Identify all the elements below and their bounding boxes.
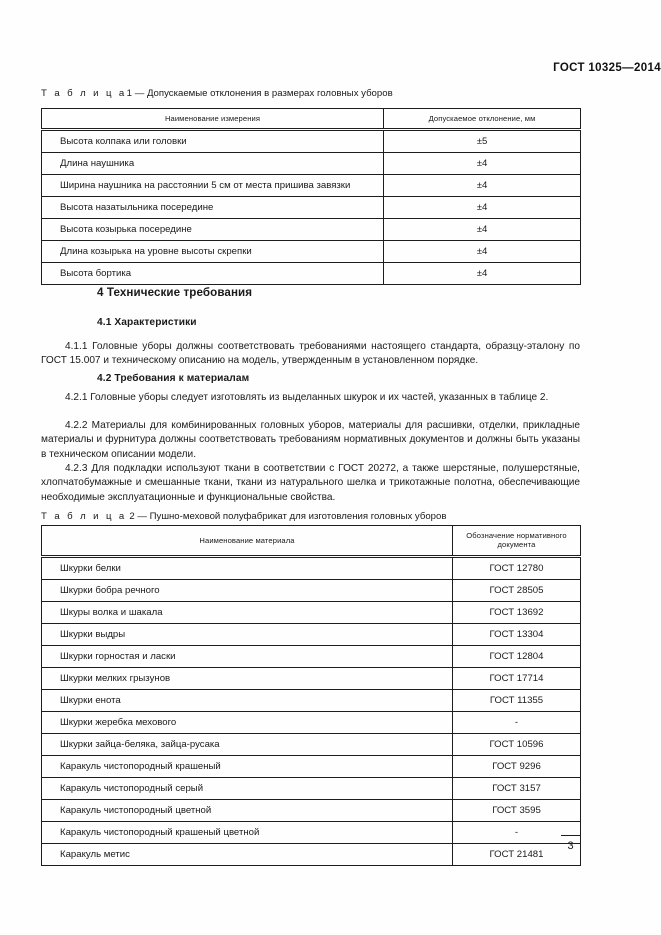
table-2-row-name: Шкурки бобра речного — [42, 579, 453, 601]
table-2-caption — [41, 511, 446, 522]
table-2-row — [42, 645, 581, 667]
table-1-row — [42, 175, 581, 197]
table-1-row-name: Высота бортика — [42, 263, 384, 285]
table-2-row-name: Каракуль чистопородный крашеный цветной — [42, 821, 453, 843]
table-1-col-header-deviation: Допускаемое отклонение, мм — [384, 109, 581, 130]
table-1-header-row — [42, 109, 581, 130]
table-2-row-value: ГОСТ 21481 — [453, 843, 581, 865]
table-2-row-name: Шкурки енота — [42, 689, 453, 711]
table-2-row-value: ГОСТ 12780 — [453, 556, 581, 579]
table-2-row-name: Каракуль чистопородный крашеный — [42, 755, 453, 777]
table-2-row — [42, 821, 581, 843]
paragraph-4-1-1: 4.1.1 Головные уборы должны соответствовать требованиями настоящего стандарта, образцу-эталону по ГОСТ 15.007 и техническому описанию на модель, утвержденным в установленном порядке. — [41, 341, 580, 367]
table-1-row-value: ±4 — [384, 175, 581, 197]
table-1-row — [42, 263, 581, 285]
paragraph-4-2-3: 4.2.3 Для подкладки используют ткани в соответствии с ГОСТ 20272, а также шерстяные, полушерстяные, хлопчатобумажные и смешанные ткани, ткани из натурального шелка и трикотажные полотна, обеспечивающие необходимые эксплуатационные и функциональные свойства. — [41, 463, 580, 503]
table-1-row-value: ±4 — [384, 197, 581, 219]
table-2-row-value: ГОСТ 3595 — [453, 799, 581, 821]
table-2-row-name: Шкуры волка и шакала — [42, 601, 453, 623]
section-4-1-heading: 4.1 Характеристики — [97, 317, 197, 328]
table-2-row — [42, 601, 581, 623]
table-2-row — [42, 667, 581, 689]
table-1-row-value: ±5 — [384, 130, 581, 153]
table-2-row — [42, 777, 581, 799]
table-2-row-value: ГОСТ 13304 — [453, 623, 581, 645]
table-2-row-value: ГОСТ 3157 — [453, 777, 581, 799]
table-2-row-name: Шкурки горностая и ласки — [42, 645, 453, 667]
table-1-row — [42, 130, 581, 153]
footer-rule — [561, 835, 580, 836]
table-1-row-value: ±4 — [384, 263, 581, 285]
table-2-caption-label: Т а б л и ц а — [41, 511, 127, 522]
table-2-row-value: ГОСТ 11355 — [453, 689, 581, 711]
table-2-row — [42, 689, 581, 711]
table-2-caption-number: 2 — [129, 511, 135, 522]
table-1-row — [42, 153, 581, 175]
table-1-row — [42, 241, 581, 263]
table-1-row-name: Высота колпака или головки — [42, 130, 384, 153]
table-2-row-value: ГОСТ 12804 — [453, 645, 581, 667]
table-1-caption-number: 1 — [126, 88, 133, 99]
table-1-row — [42, 219, 581, 241]
table-1-caption-dash: — — [134, 88, 145, 99]
table-2-row — [42, 623, 581, 645]
table-2-row-name: Каракуль метис — [42, 843, 453, 865]
table-2-col-header-document: Обозначение нормативного документа — [453, 526, 581, 557]
table-1-caption — [41, 88, 393, 99]
table-2-row — [42, 733, 581, 755]
table-2-caption-dash: — — [137, 511, 147, 522]
table-1-caption-text: Допускаемые отклонения в размерах головных уборов — [146, 88, 393, 99]
table-1-caption-label: Т а б л и ц а — [41, 88, 127, 99]
table-1-row-value: ±4 — [384, 219, 581, 241]
table-2-row — [42, 579, 581, 601]
table-2-row-name: Шкурки жеребка мехового — [42, 711, 453, 733]
table-2-row — [42, 556, 581, 579]
table-2-row-name: Каракуль чистопородный цветной — [42, 799, 453, 821]
table-2-row — [42, 799, 581, 821]
table-1-row-name: Длина козырька на уровне высоты скрепки — [42, 241, 384, 263]
table-2-row-name: Шкурки выдры — [42, 623, 453, 645]
table-2-row-name: Каракуль чистопородный серый — [42, 777, 453, 799]
table-2 — [41, 525, 581, 866]
table-2-col-header-material: Наименование материала — [42, 526, 453, 557]
section-4-heading: 4 Технические требования — [97, 286, 253, 299]
table-2-row — [42, 711, 581, 733]
table-2-caption-text: Пушно-меховой полуфабрикат для изготовления головных уборов — [149, 511, 447, 522]
table-1-row-name: Высота назатыльника посередине — [42, 197, 384, 219]
table-2-row-name: Шкурки зайца-беляка, зайца-русака — [42, 733, 453, 755]
table-1 — [41, 108, 581, 285]
paragraph-4-2-1: 4.2.1 Головные уборы следует изготовлять из выделанных шкурок и их частей, указанных в таблице 2. — [65, 392, 549, 403]
table-2-row — [42, 755, 581, 777]
table-1-row-value: ±4 — [384, 241, 581, 263]
table-2-row-value: ГОСТ 9296 — [453, 755, 581, 777]
table-1-row-name: Высота козырька посередине — [42, 219, 384, 241]
table-2-grid — [41, 525, 581, 866]
table-2-row-name: Шкурки мелких грызунов — [42, 667, 453, 689]
section-4-2-heading: 4.2 Требования к материалам — [97, 373, 250, 384]
table-1-row — [42, 197, 581, 219]
standard-designation-header: ГОСТ 10325—2014 — [553, 62, 661, 74]
table-2-row-value: ГОСТ 17714 — [453, 667, 581, 689]
table-2-row-value: ГОСТ 10596 — [453, 733, 581, 755]
table-2-row — [42, 843, 581, 865]
table-2-row-value: - — [453, 711, 581, 733]
table-2-row-value: ГОСТ 13692 — [453, 601, 581, 623]
table-1-row-value: ±4 — [384, 153, 581, 175]
table-2-row-value: ГОСТ 28505 — [453, 579, 581, 601]
table-1-grid — [41, 108, 581, 285]
table-2-row-name: Шкурки белки — [42, 556, 453, 579]
table-2-row-value: - — [453, 821, 581, 843]
table-1-col-header-measurement: Наименование измерения — [42, 109, 384, 130]
table-2-header-row — [42, 526, 581, 557]
page-number: 3 — [567, 840, 574, 852]
paragraph-4-2-2: 4.2.2 Материалы для комбинированных головных уборов, материалы для расшивки, отделки, прикладные материалы и фурнитура должны соответствовать требованиям нормативных документов и должны быть указаны в техническом описании модели. — [41, 420, 580, 460]
table-1-row-name: Длина наушника — [42, 153, 384, 175]
table-1-row-name: Ширина наушника на расстоянии 5 см от места пришива завязки — [42, 175, 384, 197]
